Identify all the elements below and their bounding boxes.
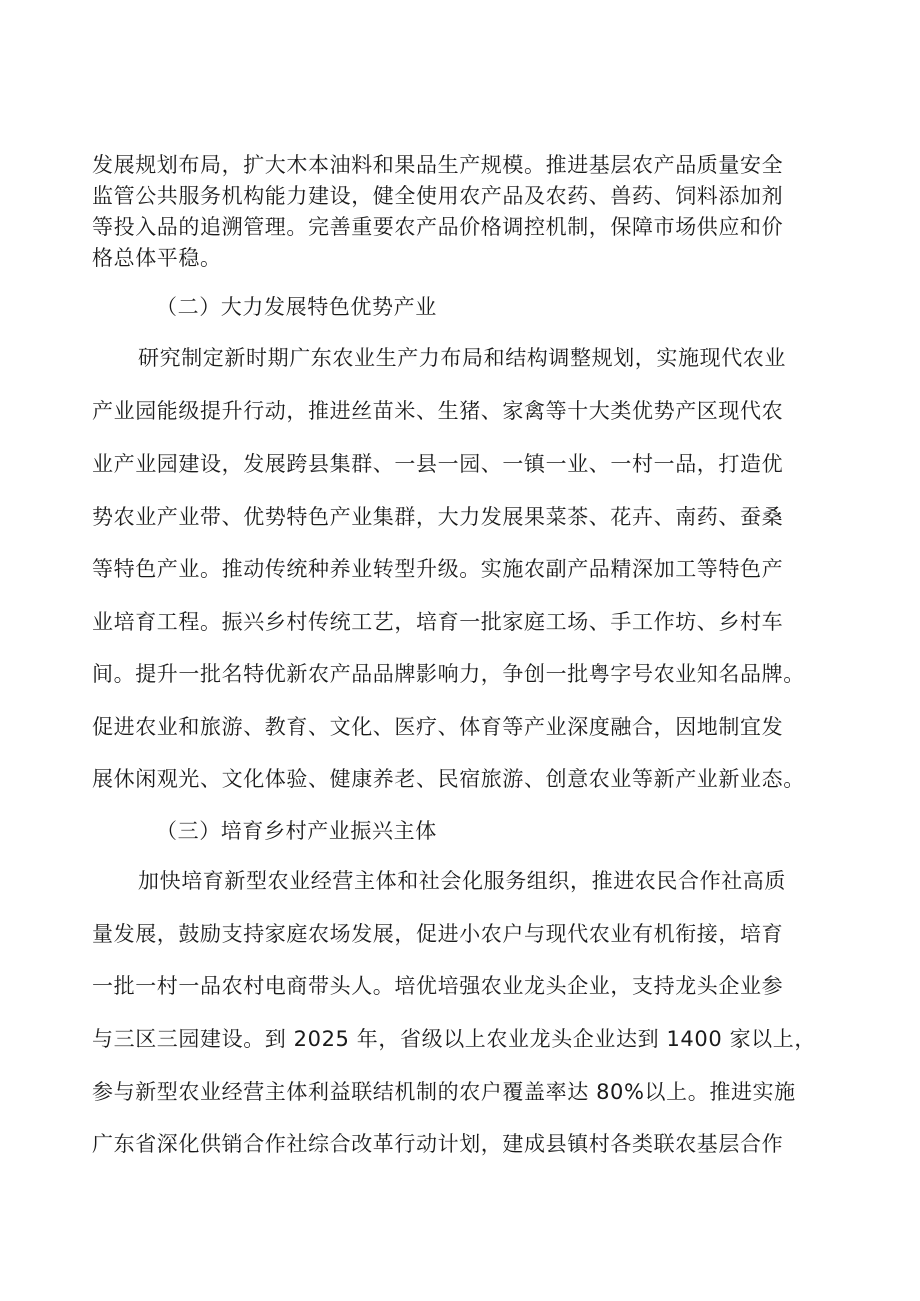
text-line: 格总体平稳。 [92,246,222,270]
text-line: 间。提升一批名特优新农产品品牌影响力，争创一批粤字号农业知名品牌。 [92,662,805,686]
text-line: 广东省深化供销合作社综合改革行动计划，建成县镇村各类联农基层合作 [92,1132,784,1156]
text-line: 势农业产业带、优势特色产业集群，大力发展果菜茶、花卉、南药、蚕桑 [92,505,784,529]
text-line: 研究制定新时期广东农业生产力布局和结构调整规划，实施现代农业 [138,346,786,370]
text-line: 业产业园建设，发展跨县集群、一县一园、一镇一业、一村一品，打造优 [92,452,784,476]
text-line: 业培育工程。振兴乡村传统工艺，培育一批家庭工场、手工作坊、乡村车 [92,610,784,634]
text-line: 一批一村一品农村电商带头人。培优培强农业龙头企业，支持龙头企业参 [92,974,784,998]
section-heading-3: （三）培育乡村产业振兴主体 [156,819,437,843]
text-line: 发展规划布局，扩大木本油料和果品生产规模。推进基层农产品质量安全 [92,153,784,177]
text-line: 展休闲观光、文化体验、健康养老、民宿旅游、创意农业等新产业新业态。 [92,767,805,791]
text-line: 促进农业和旅游、教育、文化、医疗、体育等产业深度融合，因地制宜发 [92,715,784,739]
text-line: 产业园能级提升行动，推进丝苗米、生猪、家禽等十大类优势产区现代农 [92,399,784,423]
text-line: 量发展，鼓励支持家庭农场发展，促进小农户与现代农业有机衔接，培育 [92,922,784,946]
text-line: 与三区三园建设。到 2025 年，省级以上农业龙头企业达到 1400 家以上， [92,1027,816,1051]
text-line: 参与新型农业经营主体利益联结机制的农户覆盖率达 80%以上。推进实施 [92,1080,796,1104]
text-line: 等特色产业。推动传统种养业转型升级。实施农副产品精深加工等特色产 [92,557,784,581]
section-heading-2: （二）大力发展特色优势产业 [156,295,437,319]
text-line: 监管公共服务机构能力建设，健全使用农产品及农药、兽药、饲料添加剂 [92,184,784,208]
text-line: 加快培育新型农业经营主体和社会化服务组织，推进农民合作社高质 [138,869,786,893]
text-line: 等投入品的追溯管理。完善重要农产品价格调控机制，保障市场供应和价 [92,215,784,239]
